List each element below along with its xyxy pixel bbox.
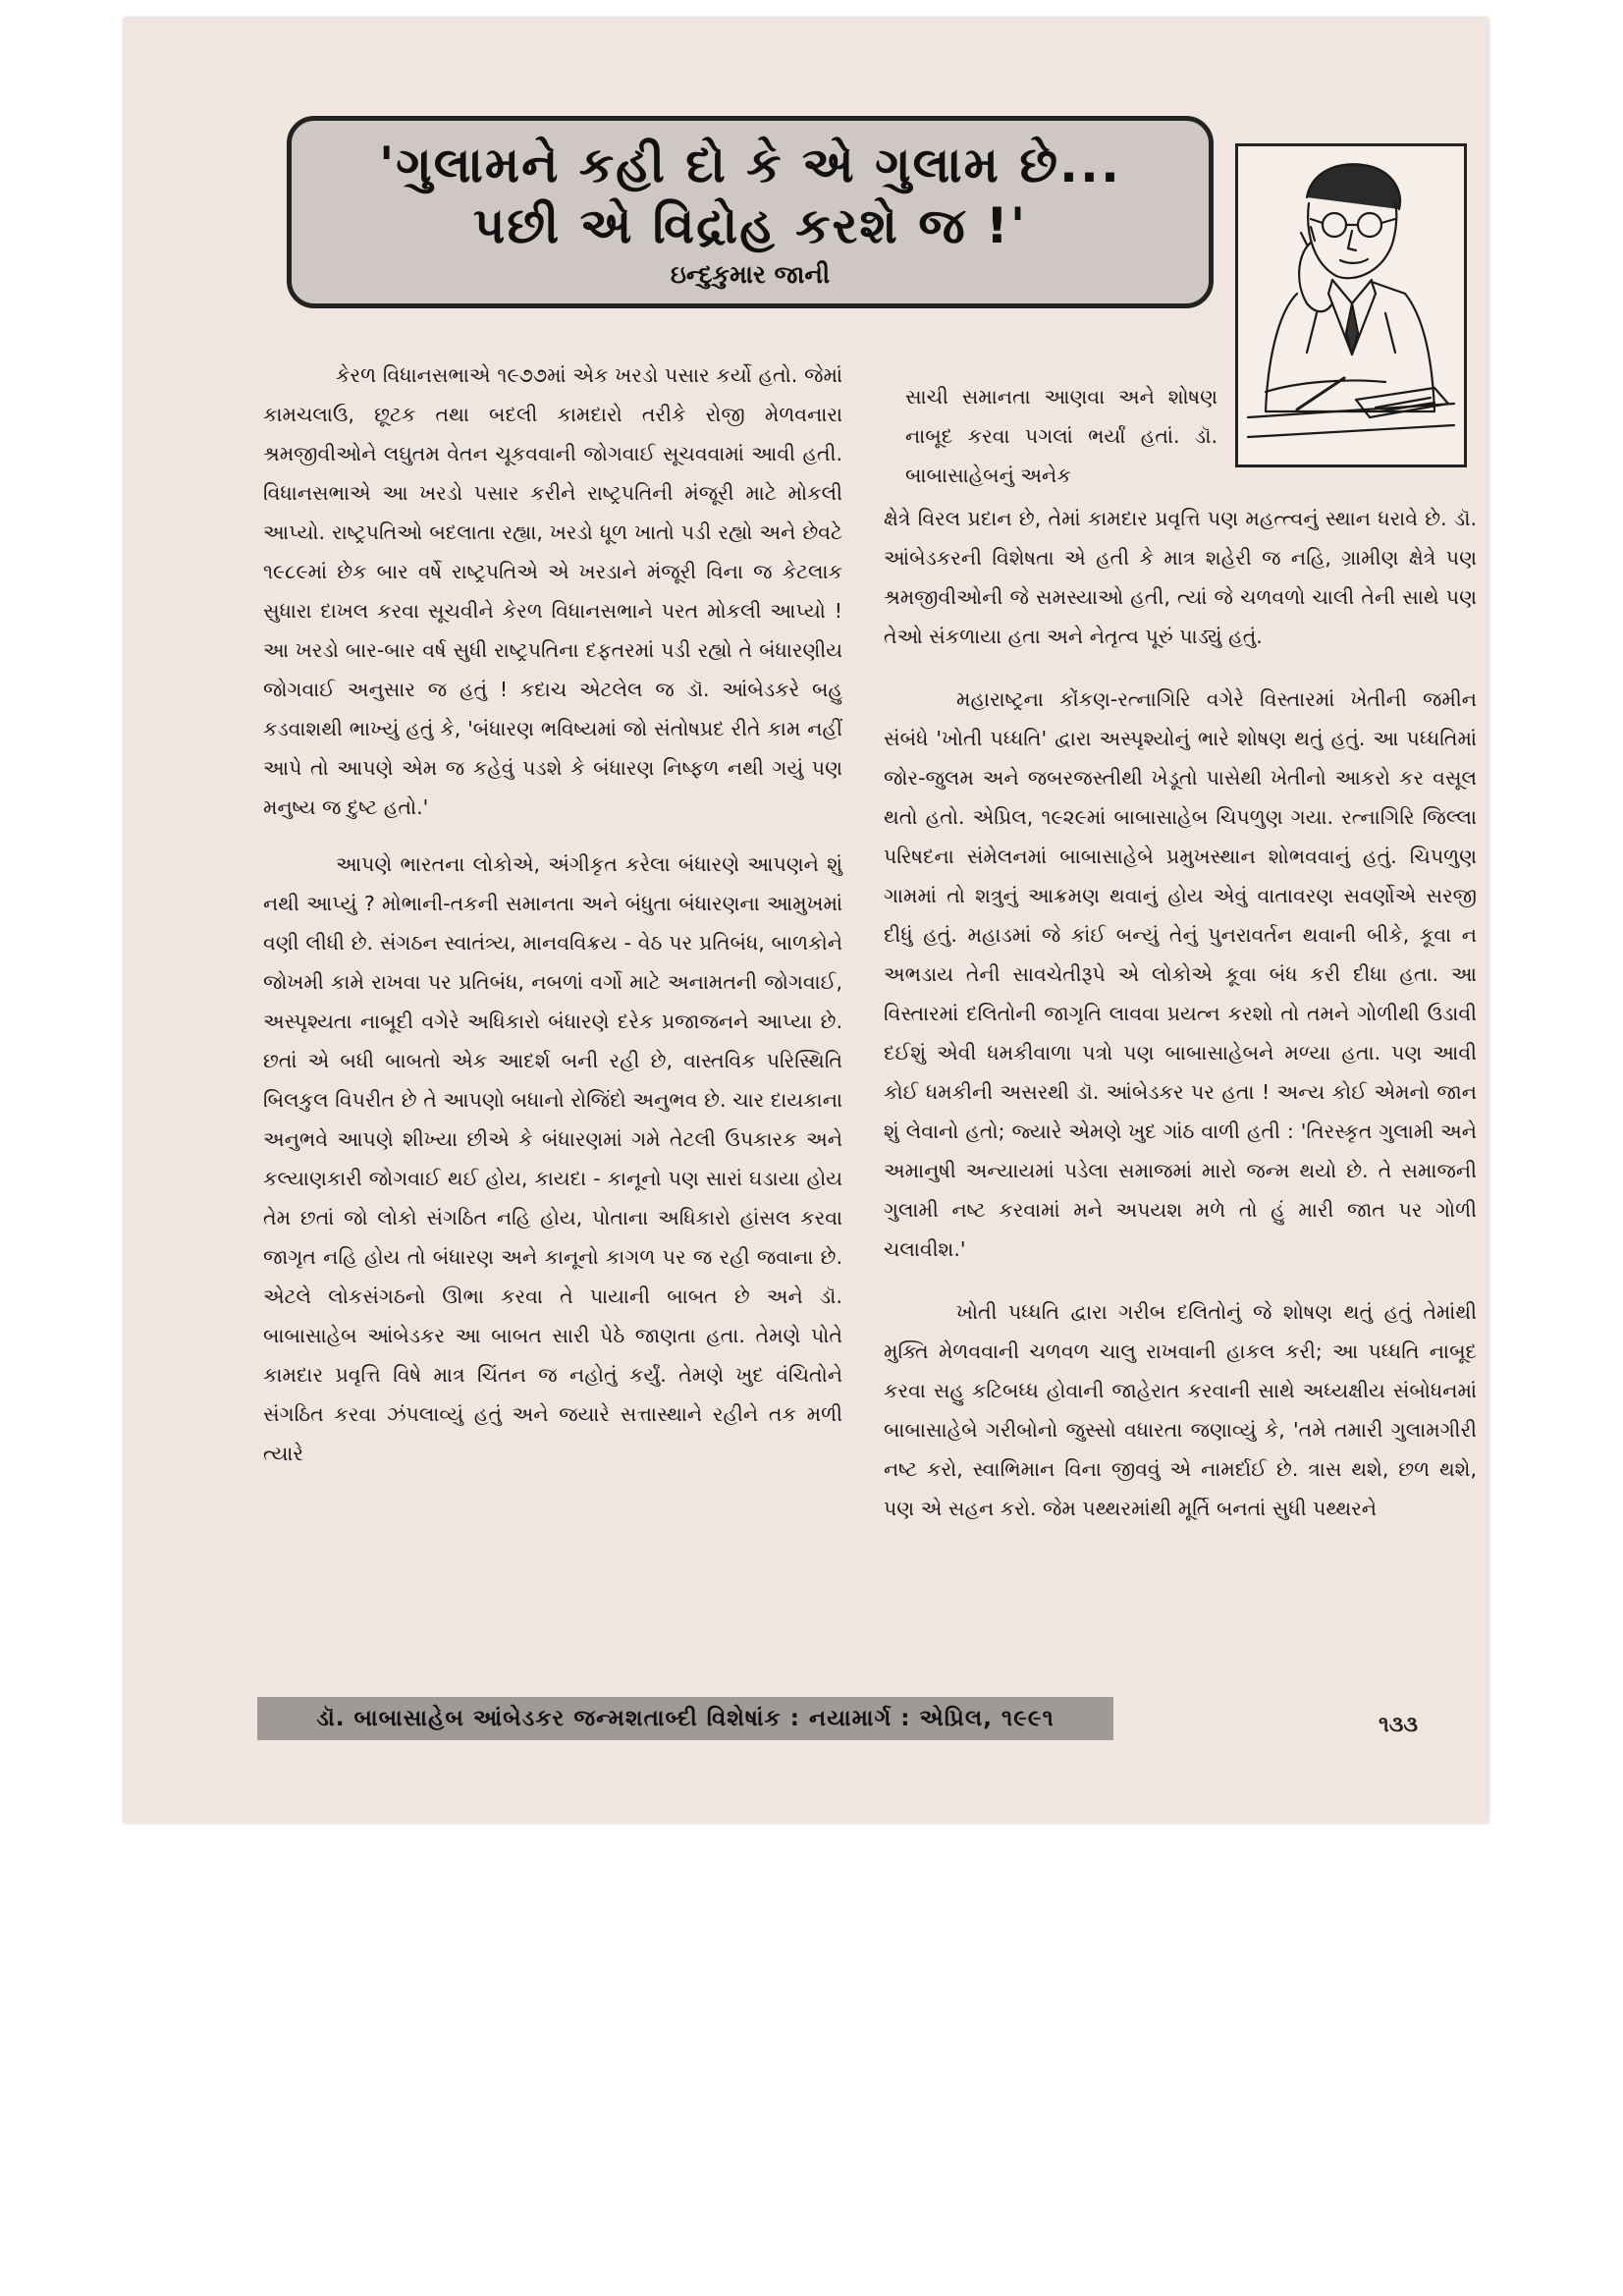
article-title-line-1: 'ગુલામને કહી દો કે એ ગુલામ છે... <box>379 137 1121 193</box>
right-column-top <box>905 377 1217 495</box>
paragraph-kerala-bill: કેરળ વિધાનસભાએ ૧૯૭૭માં એક ખરડો પસાર કર્યો હતો. જેમાં કામચલાઉ, છૂટક તથા બદલી કામદારો તરીકે રોજી મેળવનારા શ્રમજીવીઓને લઘુતમ વેતન ચૂકવવાની જોગવાઈ સૂચવવામાં આવી હતી. વિધાનસભાએ આ ખરડો પસાર કરીને રાષ્ટ્રપતિની મંજૂરી માટે મોકલી આપ્યો. રાષ્ટ્રપતિઓ બદલાતા રહ્યા, ખરડો ધૂળ ખાતો પડી રહ્યો અને છેવટે ૧૯૮૯માં છેક બાર વર્ષે રાષ્ટ્રપતિએ એ ખરડાને મંજૂરી વિના જ કેટલાક સુધારા દાખલ કરવા સૂચવીને કેરળ વિધાનસભાને પરત મોકલી આપ્યો ! આ ખરડો બાર-બાર વર્ષ સુધી રાષ્ટ્રપતિના દફતરમાં પડી રહ્યો તે બંધારણીય જોગવાઈ અનુસાર જ હતું ! કદાચ એટલેલ જ ડૉ. આંબેડકરે બહુ કડવાશથી ભાખ્યું હતું કે, 'બંધારણ ભવિષ્યમાં જો સંતોષપ્રદ રીતે કામ નહીં આપે તો આપણે એમ જ કહેવું પડશે કે બંધારણ નિષ્ફળ નથી ગયું પણ મનુષ્ય જ દુષ્ટ હતો.' <box>263 363 842 819</box>
paragraph-khoti-system: મહારાષ્ટ્રના કોંકણ-રત્નાગિરિ વગેરે વિસ્તારમાં ખેતીની જમીન સંબંધે 'ખોતી પધ્ધતિ' દ્વારા અસ્પૃશ્યોનું ભારે શોષણ થતું હતું. આ પધ્ધતિમાં જોર-જુલમ અને જબરજસ્તીથી ખેડૂતો પાસેથી ખેતીનો આકરો કર વસૂલ થતો હતો. એપ્રિલ, ૧૯૨૯માં બાબાસાહેબ ચિપળુણ ગયા. રત્નાગિરિ જિલ્લા પરિષદના સંમેલનમાં બાબાસાહેબે પ્રમુખસ્થાન શોભવવાનું હતું. ચિપળુણ ગામમાં તો શત્રુનું આક્રમણ થવાનું હોય એવું વાતાવરણ સવર્ણોએ સરજી દીધું હતું. મહાડમાં જે કાંઈ બન્યું તેનું પુનરાવર્તન થવાની બીકે, કૂવા ન અભડાય તેની સાવચેતીરૂપે એ લોકોએ કૂવા બંધ કરી દીધા હતા. આ વિસ્તારમાં દલિતોની જાગૃતિ લાવવા પ્રયત્ન કરશો તો તમને ગોળીથી ઉડાવી દઈશું એવી ધમકીવાળા પત્રો પણ બાબાસાહેબને મળ્યા હતા. પણ આવી કોઈ ધમકીની અસરથી ડૉ. આંબેડકર પર હતા ! અન્ય કોઈ એમનો જાન શું લેવાનો હતો; જ્યારે એમણે ખુદ ગાંઠ વાળી હતી : 'તિરસ્કૃત ગુલામી અને અમાનુષી અન્યાયમાં પડેલા સમાજમાં મારો જન્મ થયો છે. તે સમાજની ગુલામી નષ્ટ કરવામાં મને અપયશ મળે તો હું મારી જાત પર ગોળી ચલાવીશ.' <box>884 687 1477 1261</box>
paragraph-constitution: આપણે ભારતના લોકોએ, અંગીકૃત કરેલા બંધારણે આપણને શું નથી આપ્યું ? મોભાની-તકની સમાનતા અને બંધુતા બંધારણના આમુખમાં વણી લીધી છે. સંગઠન સ્વાતંત્ર્ય, માનવવિક્રય - વેઠ પર પ્રતિબંધ, બાળકોને જોખમી કામે રાખવા પર પ્રતિબંધ, નબળાં વર્ગો માટે અનામતની જોગવાઈ, અસ્પૃશ્યતા નાબૂદી વગેરે અધિકારો બંધારણે દરેક પ્રજાજનને આપ્યા છે. છતાં એ બધી બાબતો એક આદર્શ બની રહી છે, વાસ્તવિક પરિસ્થિતિ બિલકુલ વિપરીત છે તે આપણો બધાનો રોજિંદો અનુભવ છે. ચાર દાયકાના અનુભવે આપણે શીખ્યા છીએ કે બંધારણમાં ગમે તેટલી ઉપકારક અને કલ્યાણકારી જોગવાઈ થઈ હોય, કાયદા - કાનૂનો પણ સારાં ઘડાયા હોય તેમ છતાં જો લોકો સંગઠિત નહિ હોય, પોતાના અધિકારો હાંસલ કરવા જાગૃત નહિ હોય તો બંધારણ અને કાનૂનો કાગળ પર જ રહી જવાના છે. એટલે લોકસંગઠનો ઊભા કરવા તે પાયાની બાબત છે અને ડૉ. બાબાસાહેબ આંબેડકર આ બાબત સારી પેઠે જાણતા હતા. તેમણે પોતે કામદાર પ્રવૃત્તિ વિષે માત્ર ચિંતન જ નહોતું કર્યું. તેમણે ખુદ વંચિતોને સંગઠિત કરવા ઝંપલાવ્યું હતું અને જયારે સત્તાસ્થાને રહીને તક મળી ત્યારે <box>263 852 842 1465</box>
ambedkar-portrait-icon <box>1235 143 1467 467</box>
article-author: ઇન્દુકુમાર જાની <box>670 260 831 289</box>
paragraph-labour-movement: ક્ષેત્રે વિરલ પ્રદાન છે, તેમાં કામદાર પ્રવૃત્તિ પણ મહત્ત્વનું સ્થાન ધરાવે છે. ડૉ. આંબેડકરની વિશેષતા એ હતી કે માત્ર શહેરી જ નહિ, ગ્રામીણ ક્ષેત્રે પણ શ્રમજીવીઓની જે સમસ્યાઓ હતી, ત્યાં જે ચળવળો ચાલી તેની સાથે પણ તેઓ સંકળાયા હતા અને નેતૃત્વ પૂરું પાડ્યું હતું. <box>884 507 1477 648</box>
article-title-line-2: પછી એ વિદ્રોહ કરશે જ !' <box>472 197 1028 254</box>
paragraph-khoti-abolition: ખોતી પધ્ધતિ દ્વારા ગરીબ દલિતોનું જે શોષણ થતું હતું તેમાંથી મુક્તિ મેળવવાની ચળવળ ચાલુ રાખવાની હાકલ કરી; આ પધ્ધતિ નાબૂદ કરવા સહુ કટિબધ્ધ હોવાની જાહેરાત કરવાની સાથે અધ્યક્ષીય સંબોધનમાં બાબાસાહેબે ગરીબોનો જુસ્સો વધારતા જણાવ્યું કે, 'તમે તમારી ગુલામગીરી નષ્ટ કરો, સ્વાભિમાન વિના જીવવું એ નામર્દાઈ છે. ત્રાસ થશે, છળ થશે, પણ એ સહન કરો. જેમ પથ્થરમાંથી મૂર્તિ બનતાં સુધી પથ્થરને <box>884 1300 1477 1520</box>
right-column <box>884 499 1477 1528</box>
article-title-box <box>287 116 1214 308</box>
left-column <box>263 355 842 1473</box>
issue-footer-strip: ડૉ. બાબાસાહેબ આંબેડકર જન્મશતાબ્દી વિશેષાંક : નયામાર્ગ : એપ્રિલ, ૧૯૯૧ <box>257 1697 1113 1740</box>
paragraph-equality-start: સાચી સમાનતા આણવા અને શોષણ નાબૂદ કરવા પગલાં ભર્યાં હતાં. ડૉ. બાબાસાહેબનું અનેક <box>905 385 1217 487</box>
page-number: ૧૩૩ <box>1379 1713 1419 1737</box>
